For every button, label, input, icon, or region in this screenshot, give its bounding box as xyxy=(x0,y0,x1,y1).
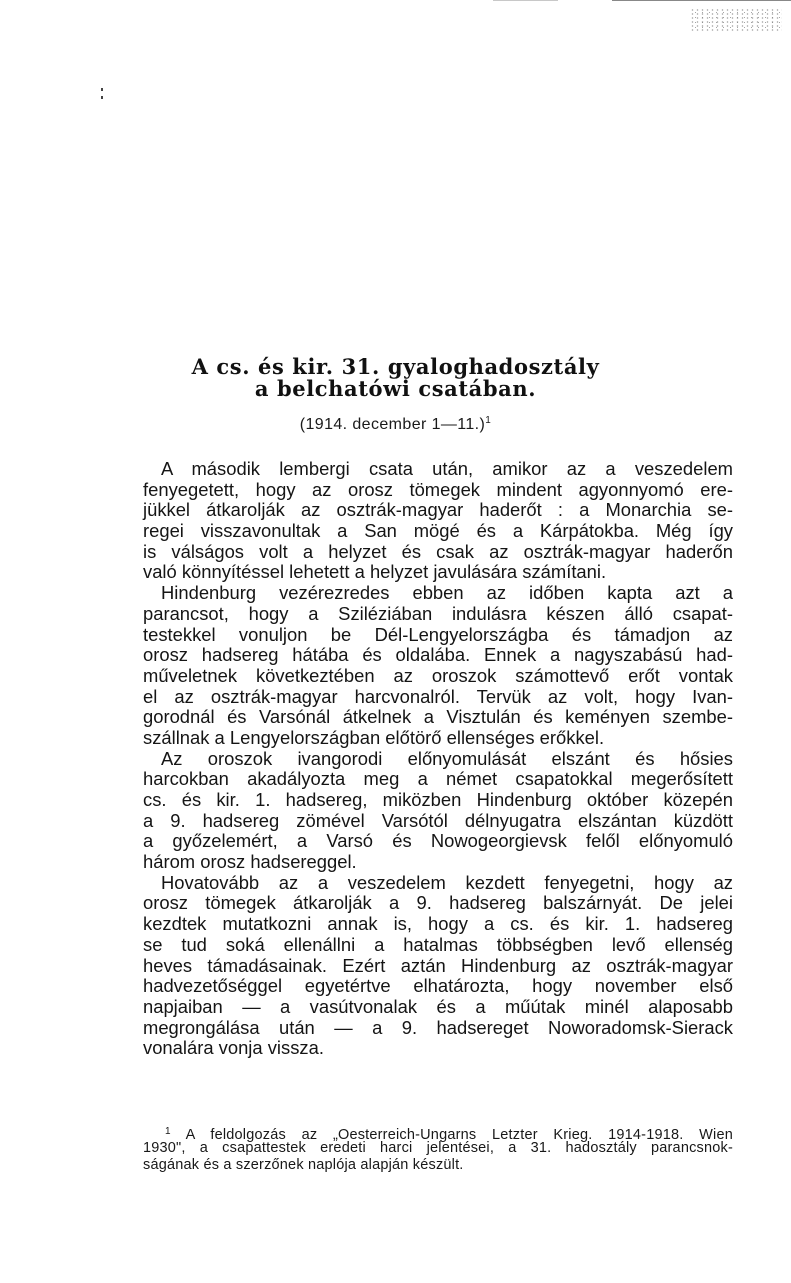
text-line: harcokban akadályozta meg a német csapatokkal megerősített xyxy=(143,768,733,790)
text-line: a 9. hadsereg zömével Varsótól délnyugatra elszántan küzdött xyxy=(143,809,733,831)
text-line: megrongálása után — a 9. hadsereget Noworadomsk-Sierack xyxy=(143,1016,733,1038)
text-line: el az osztrák-magyar harcvonalról. Tervük az volt, hogy Ivan- xyxy=(143,685,733,707)
text-line: cs. és kir. 1. hadsereg, miközben Hindenburg október közepén xyxy=(143,789,733,810)
text-line: Hovatovább az a veszedelem kezdett fenyegetni, hogy az xyxy=(161,871,733,893)
chapter-date-range xyxy=(0,411,791,435)
text-line: gorodnál és Varsónál átkelnek a Visztulán és keményen szembe- xyxy=(143,706,733,728)
scan-speck xyxy=(101,96,103,99)
text-line: műveletnek következtében az oroszok számottevő erőt vontak xyxy=(143,664,733,686)
text-line: orosz hadsereg hátába és oldalába. Ennek a nagyszabású had- xyxy=(143,644,733,666)
text-line: parancsot, hogy a Sziléziában indulásra készen álló csapat- xyxy=(143,602,733,624)
chapter-title-line-2: a belchatówi csatában. xyxy=(254,376,537,401)
text-line: is válságos volt a helyzet és csak az osztrák-magyar haderőn xyxy=(143,540,733,562)
text-line: A második lembergi csata után, amikor az a veszedelem xyxy=(161,458,733,479)
footnote-line xyxy=(143,1123,733,1143)
text-line: Az oroszok ivangorodi előnyomulását elszánt és hősies xyxy=(161,747,733,769)
text-line: a győzelemért, a Varsó és Nowogeorgievsk felől előnyomuló xyxy=(143,830,733,852)
text-line: fenyegetett, hogy az orosz tömegek mindent agyonnyomó ere- xyxy=(143,478,733,500)
text-line: jükkel átkarolják az osztrák-magyar haderőt : a Monarchia se- xyxy=(143,499,733,521)
text-line: regei visszavonultak a San mögé és a Kárpátokba. Még így xyxy=(143,520,733,542)
text-line: Hindenburg vezérezredes ebben az időben kapta azt a xyxy=(161,582,733,604)
text-line: se tud soká ellenállni a hatalmas többségben levő ellenség xyxy=(143,933,733,955)
text-line: heves támadásainak. Ezért aztán Hindenburg az osztrák-magyar xyxy=(143,954,733,976)
text-line: kezdtek mutatkozni annak is, hogy a cs. és kir. 1. hadsereg xyxy=(143,913,733,935)
text-line: szállnak a Lengyelországban előtörő ellenséges erőkkel. xyxy=(143,726,605,748)
text-line: való könnyítéssel lehetett a helyzet javulására számítani. xyxy=(143,561,607,583)
chapter-title-line-1: A cs. és kir. 31. gyaloghadosztály xyxy=(191,354,600,379)
scan-edge-line xyxy=(493,0,558,1)
text-line: testekkel vonuljon be Dél-Lengyelországba és támadjon az xyxy=(143,623,733,645)
text-line: orosz tömegek átkarolják a 9. hadsereg balszárnyát. De jelei xyxy=(143,892,733,914)
footnote xyxy=(143,1123,733,1174)
footnote-reference-marker: 1 xyxy=(485,415,492,426)
date-range-text: (1914. december 1—11.) xyxy=(299,416,486,433)
text-line: vonalára vonja vissza. xyxy=(143,1037,324,1059)
footnote-marker: 1 xyxy=(165,1126,171,1137)
scan-speck xyxy=(101,88,103,91)
footnote-text: A feldolgozás az „Oesterreich-Ungarns Letzter Krieg. 1914-1918. Wien xyxy=(170,1127,733,1143)
text-line: napjaiban — a vasútvonalak és a műútak minél alaposabb xyxy=(143,995,733,1017)
body-text xyxy=(143,459,733,1059)
text-line: hadvezetőséggel egyetértve elhatározta, hogy november első xyxy=(143,975,733,997)
footnote-line: 1930", a csapattestek eredeti harci jelentései, a 31. hadosztály parancsnok- xyxy=(143,1140,733,1156)
chapter-heading xyxy=(0,356,791,435)
text-line: három orosz hadsereggel. xyxy=(143,851,357,873)
scan-noise-artifact xyxy=(690,8,782,32)
footnote-line: ságának és a szerzőnek naplója alapján készült. xyxy=(143,1157,464,1173)
scan-edge-line xyxy=(612,0,791,1)
